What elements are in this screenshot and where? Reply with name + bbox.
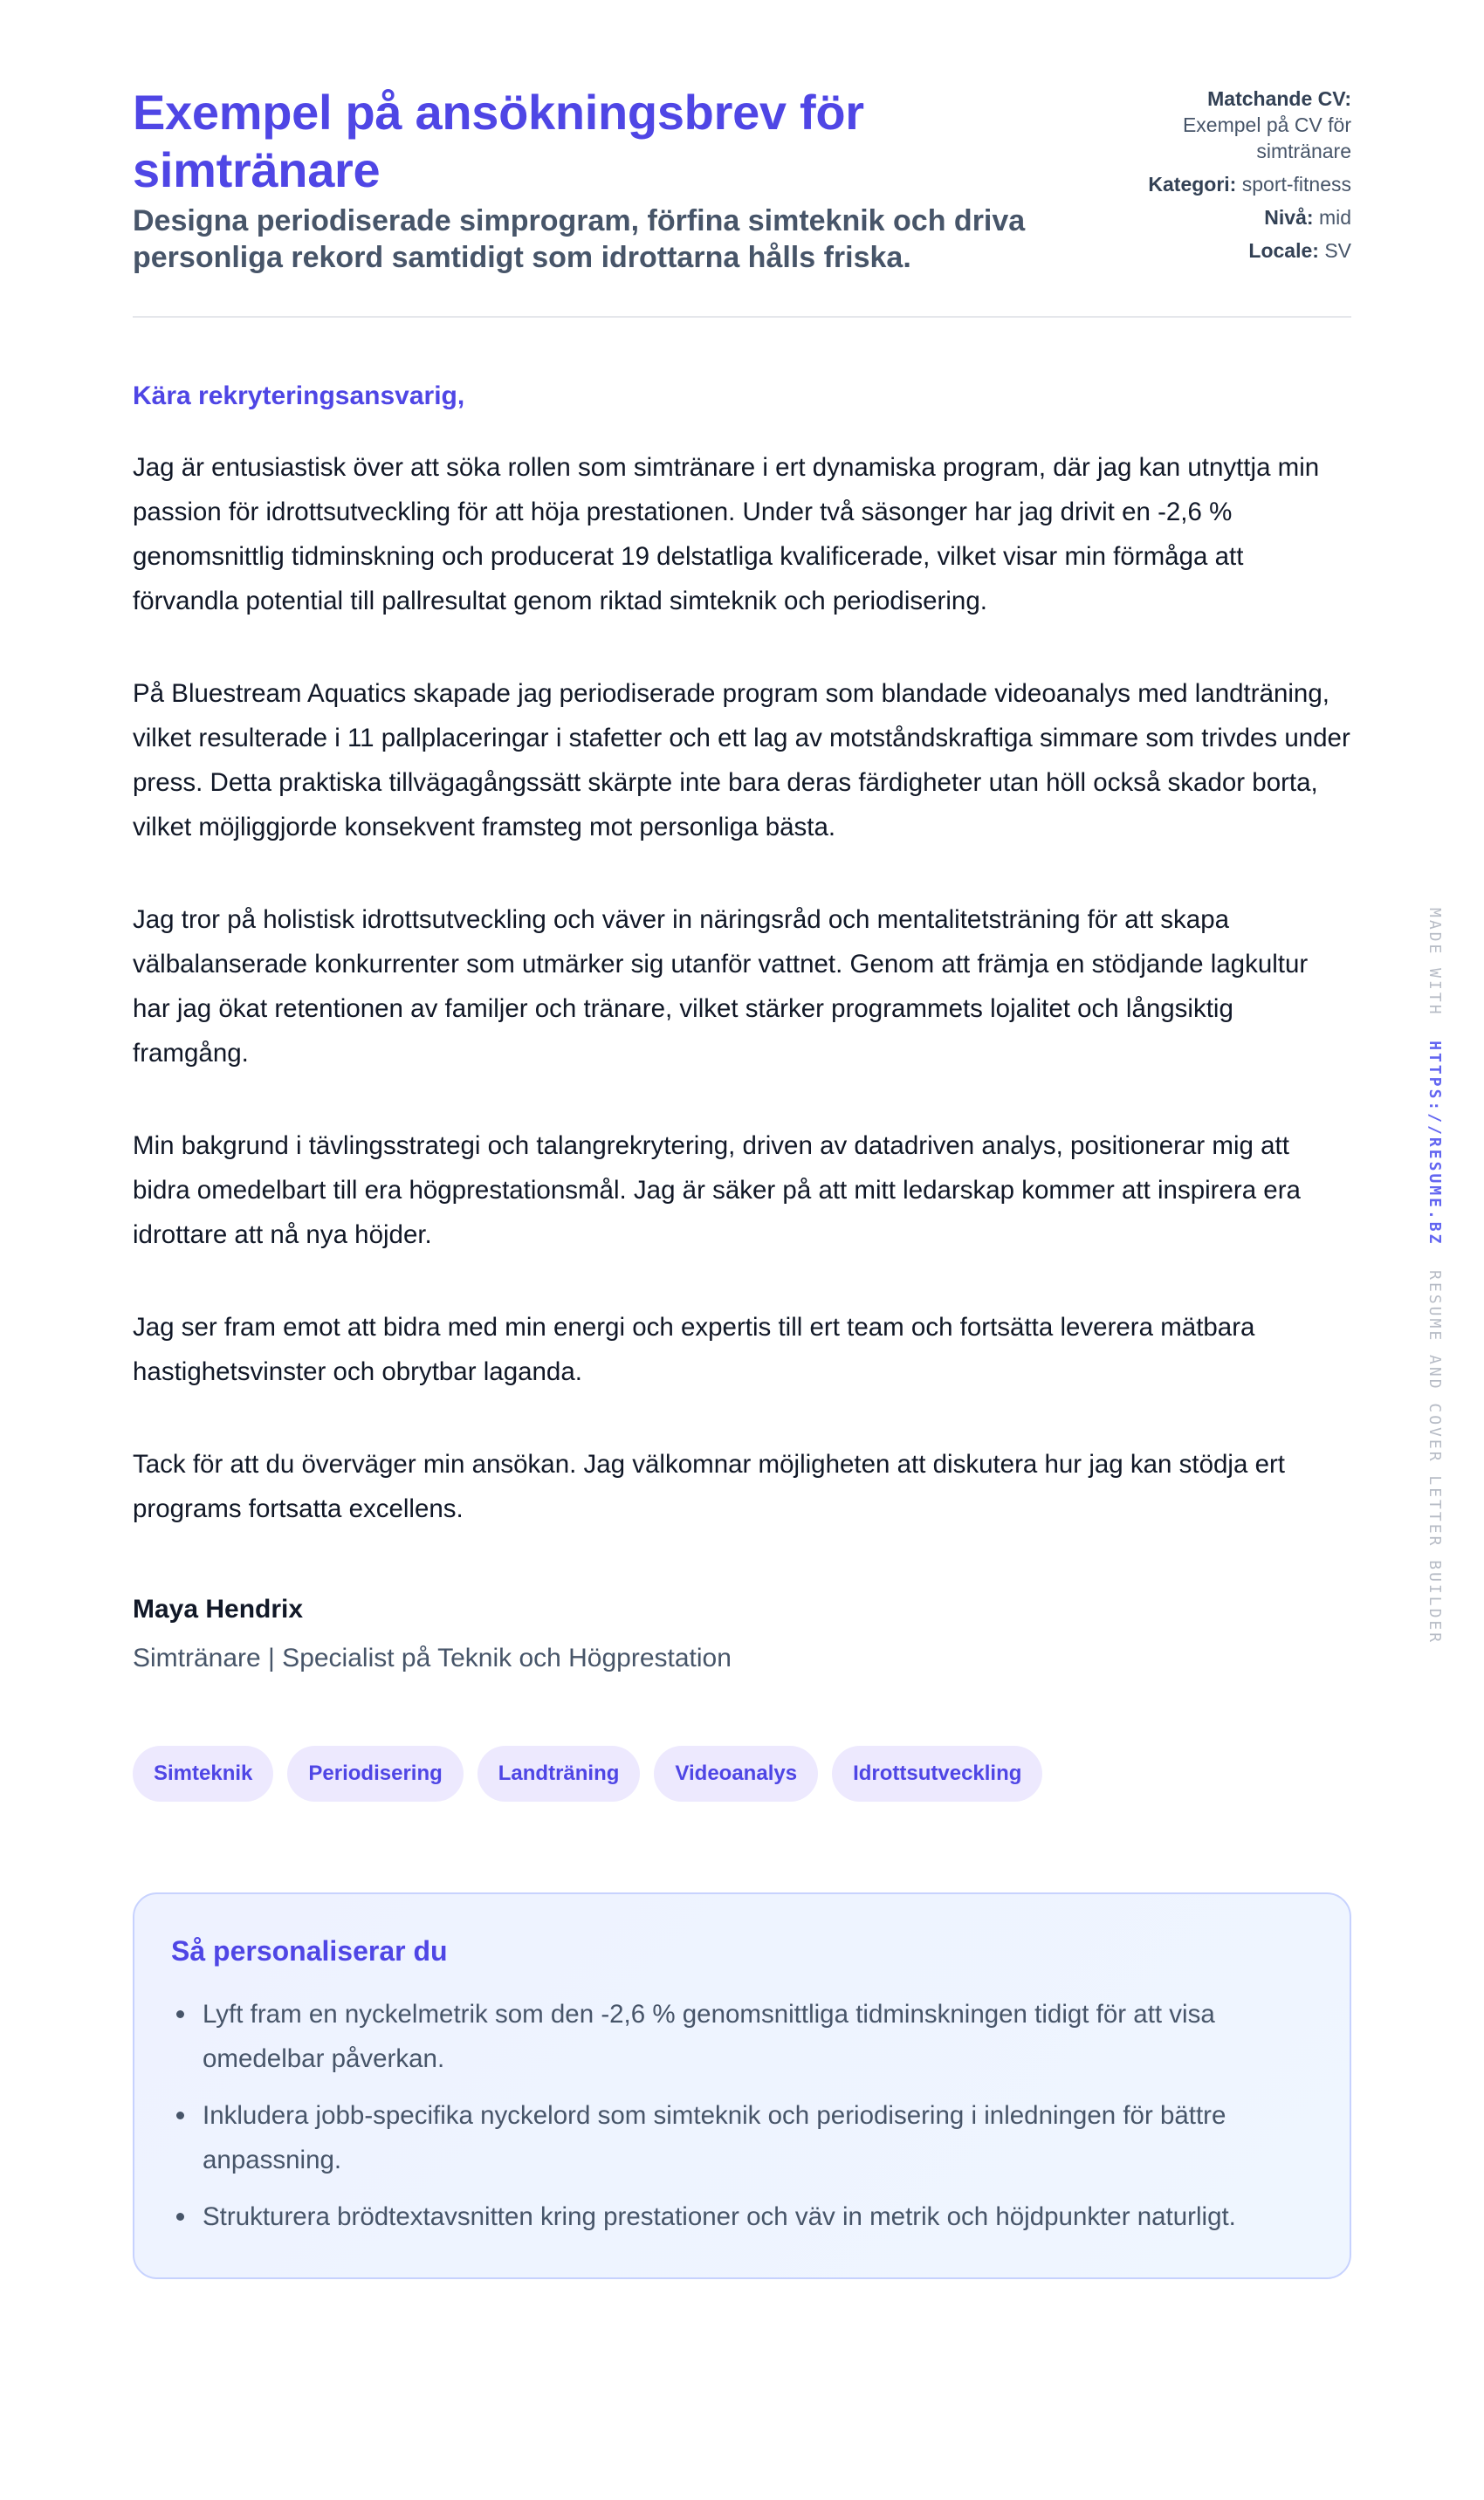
header-title-block — [133, 84, 1075, 276]
skill-tag: Periodisering — [287, 1746, 463, 1802]
skill-tags — [133, 1746, 1351, 1802]
skill-tag: Videoanalys — [654, 1746, 818, 1802]
meta-level — [1089, 204, 1351, 230]
made-with-watermark — [1421, 908, 1444, 1645]
meta-locale-label: Locale: — [1248, 239, 1319, 262]
meta-level-label: Nivå: — [1264, 206, 1314, 229]
meta-category-value: sport-fitness — [1241, 173, 1351, 196]
meta-locale-value: SV — [1324, 239, 1351, 262]
meta-cv-label: Matchande CV: — [1207, 87, 1351, 110]
tips-title: Så personaliserar du — [171, 1935, 448, 1967]
meta-category — [1089, 171, 1351, 197]
meta-matching-cv — [1089, 86, 1351, 164]
tips-item — [171, 2093, 1313, 2182]
watermark-prefix: MADE WITH — [1426, 908, 1444, 1017]
cover-letter-page — [133, 84, 1351, 2279]
bullet-icon — [176, 2112, 184, 2119]
signature-block — [133, 1592, 1351, 1676]
tips-item-text: Inkludera jobb-specifika nyckelord som simteknik och periodisering i inledningen för bättre anpassning. — [203, 2101, 1226, 2174]
letter-paragraph-5: Jag ser fram emot att bidra med min energi och expertis till ert team och fortsätta leverera mätbara hastighetsvinster och obrytbar laganda. — [133, 1313, 1255, 1386]
meta-locale — [1089, 237, 1351, 264]
bullet-icon — [176, 2213, 184, 2221]
signature-name: Maya Hendrix — [133, 1595, 304, 1624]
meta-level-value: mid — [1318, 206, 1351, 229]
letter-paragraph-6: Tack för att du överväger min ansökan. Jag välkomnar möjligheten att diskutera hur jag kan stödja ert programs fortsatta excellens. — [133, 1450, 1285, 1523]
tips-item — [171, 1992, 1313, 2081]
tips-list — [171, 1992, 1313, 2239]
tips-item-text: Lyft fram en nyckelmetrik som den -2,6 % genomsnittliga tidminskningen tidigt för att visa omedelbar påverkan. — [203, 2000, 1215, 2073]
skill-tag: Simteknik — [133, 1746, 273, 1802]
letter-paragraph-3: Jag tror på holistisk idrottsutveckling och väver in näringsråd och mentalitetsträning för att skapa välbalanserade konkurrenter som utmärker sig utanför vattnet. Genom att främja en stödjande lagkultur har jag ökat retentionen av familjer och tränare, vilket stärker programmets lojalitet och långsiktig framgång. — [133, 905, 1309, 1068]
letter-body — [133, 445, 1351, 1531]
signature-title: Simtränare | Specialist på Teknik och Högprestation — [133, 1644, 732, 1672]
watermark-suffix: RESUME AND COVER LETTER BUILDER — [1426, 1270, 1444, 1645]
letter-greeting: Kära rekryteringsansvarig, — [133, 381, 465, 410]
tips-item-text: Strukturera brödtextavsnitten kring prestationer och väv in metrik och höjdpunkter naturligt. — [203, 2202, 1236, 2231]
tips-item — [171, 2194, 1313, 2239]
skill-tag: Landträning — [477, 1746, 641, 1802]
page-subtitle: Designa periodiserade simprogram, förfina simteknik och driva personliga rekord samtidigt som idrottarna hålls friska. — [133, 204, 1026, 274]
skill-tag: Idrottsutveckling — [832, 1746, 1042, 1802]
letter-paragraph-4: Min bakgrund i tävlingsstrategi och talangrekrytering, driven av datadriven analys, positionerar mig att bidra omedelbart till era högprestationsmål. Jag är säker på att mitt ledarskap kommer att inspirera era idrottare att nå nya höjder. — [133, 1131, 1301, 1249]
letter-paragraph-1: Jag är entusiastisk över att söka rollen som simtränare i ert dynamiska program, där jag kan utnyttja min passion för idrottsutveckling för att höja prestationen. Under två säsonger har jag drivit en -2,6 % genomsnittlig tidminskning och producerat 19 delstatliga kvalificerade, vilket visar min förmåga att förvandla potential till pallresultat genom riktad simteknik och periodisering. — [133, 453, 1320, 615]
letter-paragraph-2: På Bluestream Aquatics skapade jag periodiserade program som blandade videoanalys med landträning, vilket resulterade i 11 pallplaceringar i stafetter och ett lag av motståndskraftiga simmare som trivdes under press. Detta praktiska tillvägagångssätt skärpte inte bara deras färdigheter utan höll också skador borta, vilket möjliggjorde konsekvent framsteg mot personliga bästa. — [133, 679, 1350, 841]
bullet-icon — [176, 2010, 184, 2018]
meta-cv-link[interactable]: Exempel på CV för simtränare — [1182, 113, 1351, 162]
meta-panel — [1089, 84, 1351, 271]
personalization-tips-box — [133, 1892, 1351, 2279]
watermark-link[interactable]: HTTPS://RESUME.BZ — [1426, 1041, 1444, 1247]
document-header — [133, 84, 1351, 318]
meta-category-label: Kategori: — [1148, 173, 1237, 196]
page-title: Exempel på ansökningsbrev för simtränare — [133, 85, 864, 197]
